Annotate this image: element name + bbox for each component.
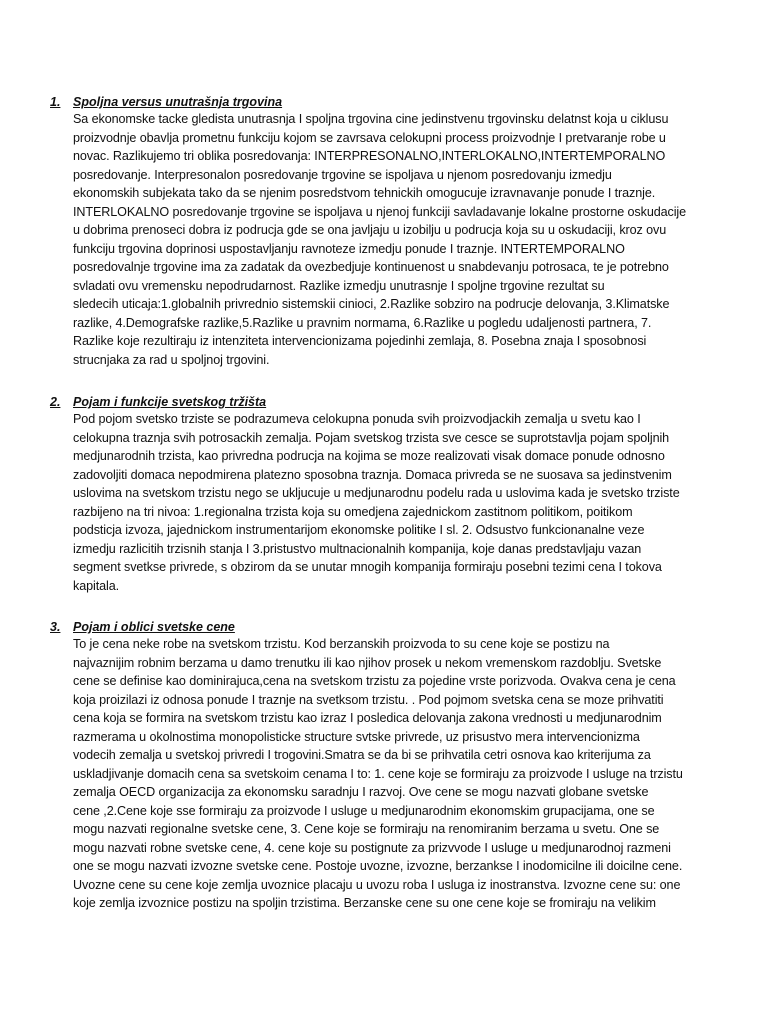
text-line: novac. Razlikujemo tri oblika posredovanja: INTERPRESONALNO,INTERLOKALNO,INTERTEMPORALNO (73, 149, 666, 163)
text-line: INTERLOKALNO posredovanje trgovine se ispoljava u njenoj funkciji savladavanje lokalne prostorne oskudacije (73, 204, 687, 219)
text-line: ekonomskih subjekata tako da se njenim posredstvom tehnickih omogucuje izravnavanje ponude I traznje. (73, 186, 656, 200)
text-line: mogu nazvati regionalne svetske cene, 3. Cene koje se formiraju na renomiranim berzama u svetu. One se (73, 822, 660, 836)
section-2 (50, 394, 690, 595)
text-line: Razlike koje rezultiraju iz intenziteta intervencionizama pojedinhi zemlaja, 8. Posebna znaja I sposobnosi (73, 334, 647, 348)
text-line: uslovima na svetskom trzistu nego se ukljucuje u medjunarodnu podelu rada u uslovima kada je svetsko trziste (73, 486, 680, 500)
section-title: Spoljna versus unutrašnja trgovina (73, 95, 283, 109)
text-line: proizvodnje obavlja prometnu funkciju kojom se zavrsava celokupni process proizvodnje I pretvaranje robe u (73, 130, 666, 145)
section-number: 2. (50, 395, 61, 409)
text-line: cena koja se formira na svetskom trzistu kao izraz I posledica delovanja zakona vrednosti u medjunarodnim (73, 711, 662, 725)
text-line: razbijeno na tri nivoa: 1.regionalna trzista koja su omedjena zajednickom zastitnom politikom, poitikom (73, 504, 633, 519)
section-title: Pojam i funkcije svetskog tržišta (73, 395, 267, 409)
text-line: svladati ovu vremensku nepodrudarnost. Razlike izmedju unutrasnje I spoljne trgovine rezultat su (73, 278, 605, 293)
text-line: koja proizilazi iz odnosa ponude I traznje na svetksom trzistu. . Pod pojmom svetska cena se moze prihvatiti (73, 692, 664, 707)
section-number: 1. (50, 95, 61, 109)
text-line: cene ,2.Cene koje sse formiraju za proizvode I usluge u medjunarodnim ekonomskim grupacijama, one se (73, 803, 655, 818)
text-line: razmerama u okolnostima monopolisticke structure svtske privrede, uz prisustvo mera intervencionizma (73, 729, 640, 744)
text-line: sledecih uticaja:1.globalnih privrednio sistemskii cinioci, 2.Razlike sobziro na podrucje delovanja, 3.Klimatske (73, 297, 670, 311)
text-line: zadovoljiti domaca nepodmirena platezno sposobna traznja. Domaca privreda se ne suosava sa jedinstvenim (73, 467, 672, 482)
section-body (73, 635, 690, 913)
text-line: uskladjivanje domacih cena sa svetskoim cenama I to: 1. cene koje se formiraju za proizvode I usluge na trzistu (73, 766, 683, 781)
section-body (73, 410, 690, 595)
text-line: vodecih zemalja u svetskoj privredi I trogovini.Smatra se da bi se prihvatila cetri osnova kao kriterijuma za (73, 748, 651, 762)
text-line: kapitala. (73, 578, 120, 593)
section-1 (50, 94, 690, 369)
text-line: medjunarodnih trzista, kao privredna podrucja na kojima se moze realizovati visak domace ponude odnosno (73, 449, 665, 463)
section-number: 3. (50, 620, 61, 634)
text-line: zemalja OECD organizacija za ekonomsku saradnju I razvoj. Ove cene se mogu nazvati globane svetske (73, 785, 649, 799)
text-line: podsticja izvoza, jajednickom instrumentarijom ekonomske politike I sl. 2. Odsustvo funkcionanalne veze (73, 523, 645, 537)
section-heading (50, 94, 690, 110)
text-line: Pod pojom svetsko trziste se podrazumeva celokupna ponuda svih proizvodjackih zemalja u svetu kao I (73, 412, 641, 426)
text-line: segment svetkse privrede, s obzirom da se unutar mnogih kompanija formiraju posebni tezimi cena I tokova (73, 560, 662, 574)
section-title: Pojam i oblici svetske cene (73, 620, 235, 634)
text-line: posredovanje. Interpresonalon posredovanje trgovine se ispoljava u njenom posredovanju izmedju (73, 167, 612, 182)
text-line: posredovalnje trgovine ima za zadatak da ovezbedjuje kontinuenost u snabdevanju potrosaca, te je potrebno (73, 260, 669, 274)
text-line: Uvozne cene su cene koje zemlja uvoznice placaju u uvozu roba I usluga iz inostranstva. Izvozne cene su: one (73, 877, 681, 892)
text-line: najvaznijim robnim berzama u damo trenutku ili kao njihov prosek u nekom vremenskom razdoblju. Svetske (73, 655, 662, 670)
text-line: razlike, 4.Demografske razlike,5.Razlike u pravnim normama, 6.Razlike u pogledu udaljenosti partnera, 7. (73, 315, 652, 330)
text-line: Sa ekonomske tacke gledista unutrasnja I spoljna trgovina cine jedinstvenu trgovinsku delatnst koja u ciklusu (73, 112, 669, 126)
section-3 (50, 619, 690, 913)
text-line: izmedju razlicitih trzisnih stanja I 3.pristustvo multnacionalnih kompanija, koje danas predstavljaju vazan (73, 541, 642, 556)
section-body (73, 110, 690, 369)
text-line: one se mogu nazvati izvozne svetske cene. Postoje uvozne, izvozne, berzankse I inodomicilne ili doicilne cene. (73, 859, 683, 873)
text-line: strucnjaka za rad u spoljnoj trgovini. (73, 352, 270, 367)
text-line: u dobrima prenoseci dobra iz podrucja gde se ona javljaju u izobilju u podrucja koja su u oskudaciji, kroz ovu (73, 223, 667, 237)
section-heading (50, 619, 690, 635)
text-line: cene se definise kao dominirajuca,cena na svetskom trzistu za pojedine vrste porizvoda. Ovakva cena je cena (73, 674, 676, 688)
text-line: funkciju trgovina doprinosi uspostavljanju ravnoteze izmedju ponude I traznje. INTERTEMPORALNO (73, 241, 625, 256)
text-line: To je cena neke robe na svetskom trzistu. Kod berzanskih proizvoda to su cene koje se postizu na (73, 637, 610, 651)
text-line: celokupna traznja svih potrosackih zemalja. Pojam svetskog trzista sve cesce se suprotstavlja pojam spoljnih (73, 430, 670, 445)
text-line: koje zemlja izvoznice postizu na spoljin trzistima. Berzanske cene su one cene koje se fromiraju na velikim (73, 896, 656, 910)
text-line: mogu nazvati robne svetske cene, 4. cene koje su postignute za prizvvode I usluge u medjunarodnoj razmeni (73, 840, 671, 855)
section-heading (50, 394, 690, 410)
